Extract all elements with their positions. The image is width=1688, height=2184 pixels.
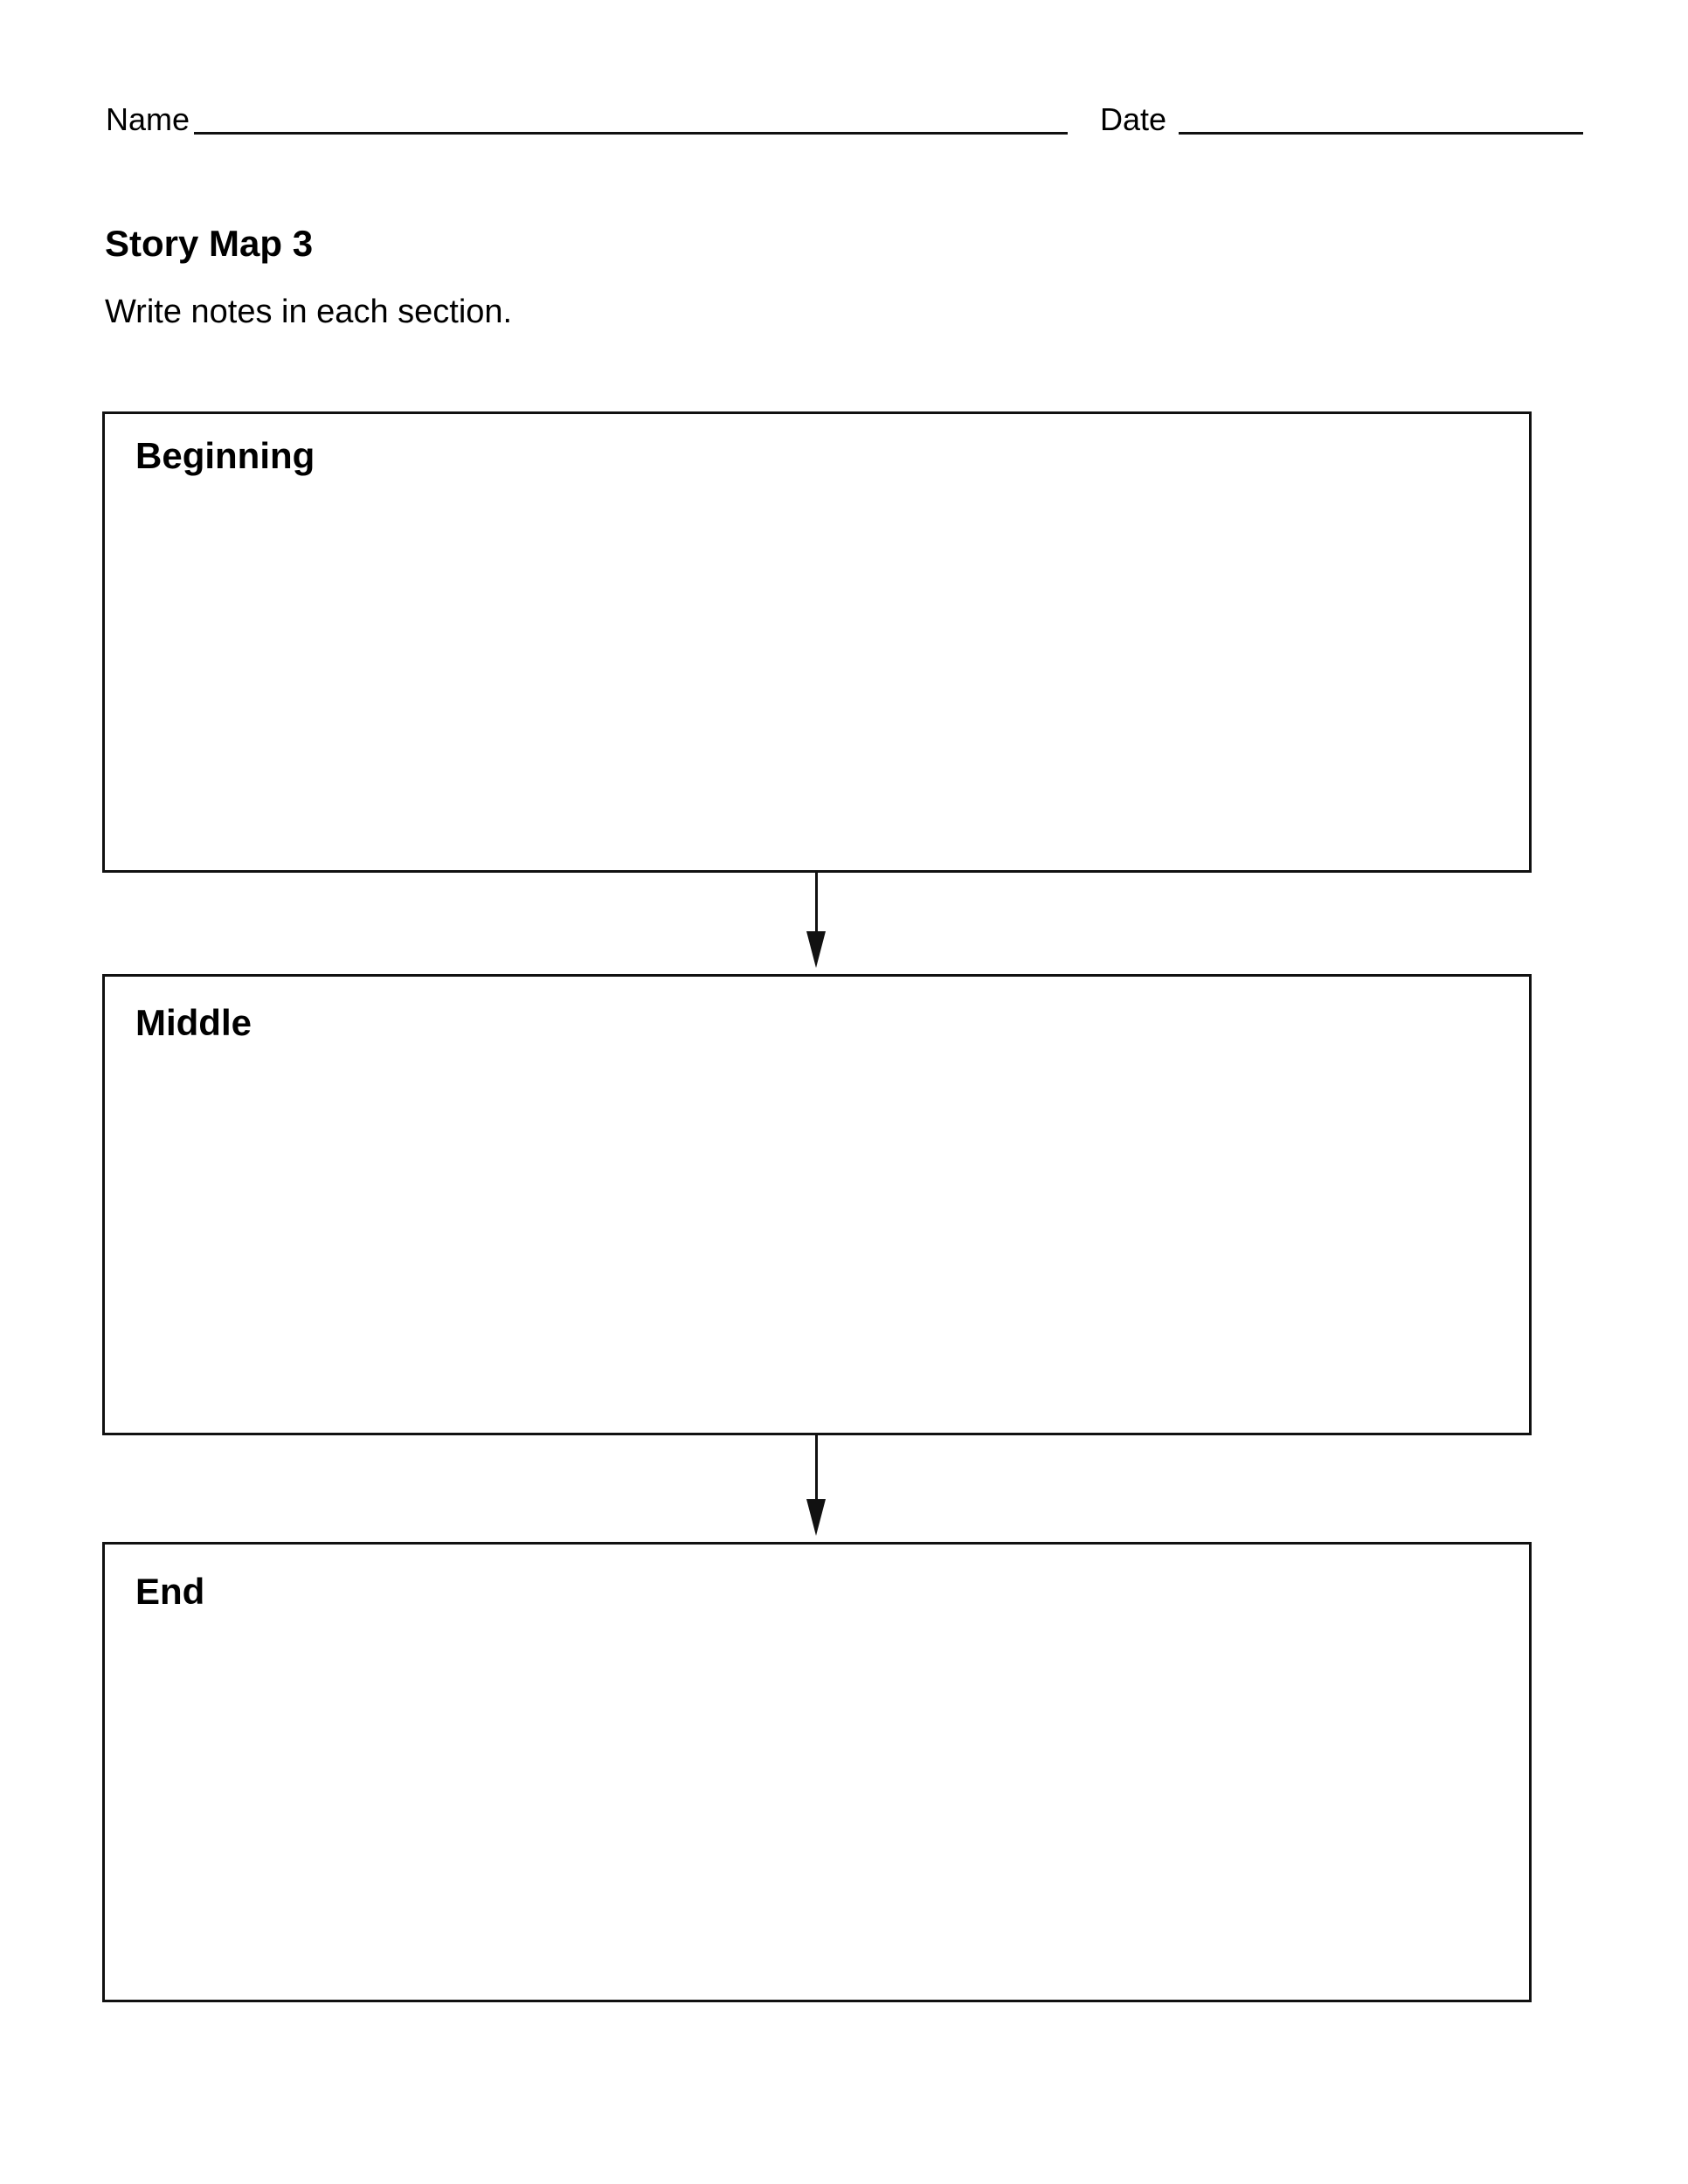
name-field[interactable] (194, 100, 1068, 133)
arrow-down-icon (806, 931, 826, 968)
date-underline (1179, 132, 1583, 135)
date-field[interactable] (1179, 100, 1584, 133)
section-label-middle: Middle (135, 1002, 252, 1043)
section-end (102, 1542, 1532, 2002)
arrow-line (815, 1435, 818, 1502)
arrow-down-icon (806, 1499, 826, 1536)
section-middle (102, 974, 1532, 1435)
name-underline (194, 132, 1068, 135)
name-label: Name (106, 101, 190, 137)
date-label: Date (1100, 101, 1167, 137)
section-label-beginning: Beginning (135, 435, 315, 476)
notes-middle[interactable] (135, 1060, 1498, 1411)
notes-beginning[interactable] (135, 493, 1498, 848)
section-label-end: End (135, 1571, 205, 1612)
notes-end[interactable] (135, 1628, 1498, 1978)
page-title: Story Map 3 (105, 223, 314, 264)
section-beginning (102, 411, 1532, 873)
arrow-line (815, 873, 818, 934)
instructions: Write notes in each section. (105, 294, 513, 330)
